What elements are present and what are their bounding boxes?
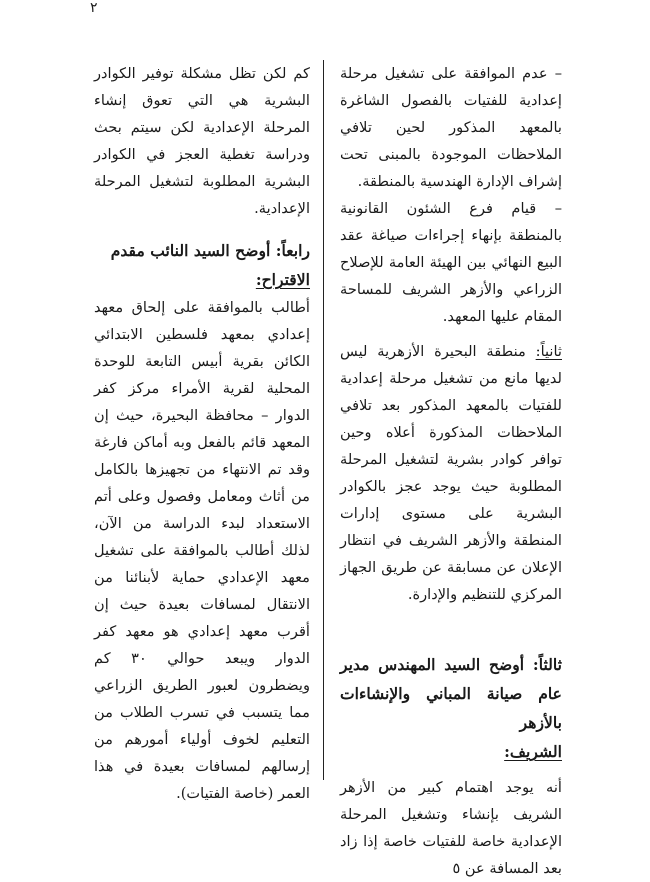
section-4-heading <box>94 236 310 294</box>
section-3-heading <box>340 650 562 766</box>
left-paragraph-1: كم لكن تظل مشكلة توفير الكوادر البشرية هي التي تعوق إنشاء المرحلة الإعدادية لكن سيتم بحث ودراسة تغطية العجز في الكوادر البشرية المطلوبة لتشغيل المرحلة الإعدادية. <box>94 65 310 217</box>
right-paragraph-3 <box>340 338 562 608</box>
right-paragraph-2: – قيام فرع الشئون القانونية بالمنطقة بإنهاء إجراءات صياغة عقد البيع النهائي بين الهيئة العامة للإصلاح الزراعي والأزهر الشريف للمساحة المقام عليها المعهد. <box>340 200 562 325</box>
right-paragraph-1: – عدم الموافقة على تشغيل مرحلة إعدادية للفتيات بالفصول الشاغرة بالمعهد المذكور لحين تلافي الملاحظات الموجودة بالمبنى تحت إشراف الإدارة الهندسية بالمنطقة. <box>340 65 562 190</box>
section-4-heading-line1: رابعاً: أوضح السيد النائب مقدم <box>110 241 310 260</box>
section-3-heading-line2: الشريف: <box>504 742 562 761</box>
right-column <box>340 60 562 882</box>
section-2-text: منطقة البحيرة الأزهرية ليس لديها مانع من تشغيل مرحلة إعدادية للفتيات بالمعهد المذكور بعد تلافي الملاحظات المذكورة أعلاه وحين توافر كوادر بشرية لتشغيل المرحلة المطلوبة حيث يوجد عجز بالكوادر البشرية على مستوى إدارات المنطقة والأزهر الشريف في انتظار الإعلان عن مسابقة عن طريق الجهاز المركزي للتنظيم والإدارة. <box>340 343 562 603</box>
section-4-heading-line2: الاقتراح: <box>255 270 310 289</box>
page-number: ٢ <box>90 0 98 16</box>
right-paragraph-4: أنه يوجد اهتمام كبير من الأزهر الشريف بإنشاء وتشغيل المرحلة الإعدادية خاصة للفتيات خاصة إذا زاد بعد المسافة عن ٥ <box>340 779 562 877</box>
section-3-heading-line1: ثالثاً: أوضح السيد المهندس مدير عام صيانة المباني والإنشاءات بالأزهر <box>340 655 562 732</box>
left-paragraph-2: أطالب بالموافقة على إلحاق معهد إعدادي بمعهد فلسطين الابتدائي الكائن بقرية أبيس التابعة للوحدة المحلية لقرية الأمراء مركز كفر الدوار – محافظة البحيرة، حيث إن المعهد قائم بالفعل وبه أماكن فارغة وقد تم الانتهاء من تجهيزها بالكامل من أثاث ومعامل وفصول وعلى أتم الاستعداد لبدء الدراسة من الآن، لذلك أطالب بالموافقة على تشغيل معهد الإعدادي حماية لأبنائنا من الانتقال لمسافات بعيدة حيث إن أقرب معهد إعدادي هو معهد كفر الدوار ويبعد حوالي ٣٠ كم ويضطرون لعبور الطريق الزراعي مما يتسبب في تسرب الطلاب من التعليم لخوف أولياء أمورهم من إرسالهم لمسافات بعيدة في هذا العمر (خاصة الفتيات). <box>94 299 310 802</box>
left-column <box>94 60 310 807</box>
section-2-label: ثانياً: <box>535 343 562 360</box>
column-divider <box>323 60 324 780</box>
